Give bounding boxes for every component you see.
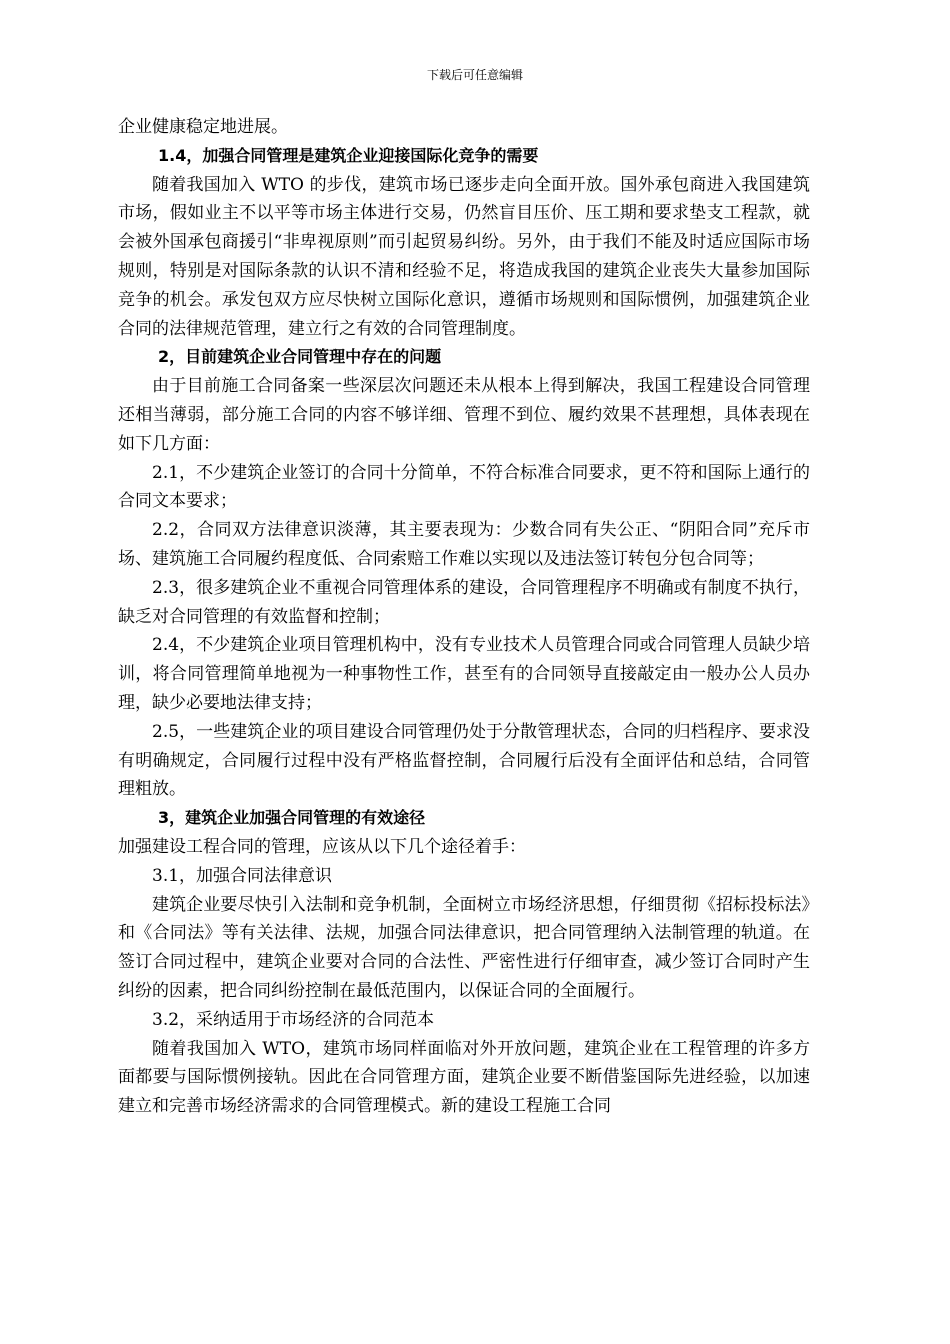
- paragraph: 企业健康稳定地进展。: [118, 117, 288, 137]
- document-body: [118, 113, 810, 1121]
- list-item: 2.4，不少建筑企业项目管理机构中，没有专业技术人员管理合同或合同管理人员缺少培训，将合同管理简单地视为一种事物性工作，甚至有的合同领导直接敲定由一般办公人员办理，缺少必要地法律支持；: [118, 635, 810, 713]
- subsection-heading: 3.2，采纳适用于市场经济的合同范本: [152, 1009, 435, 1030]
- paragraph: 加强建设工程合同的管理，应该从以下几个途径着手：: [118, 836, 526, 857]
- paragraph: 随着我国加入 WTO，建筑市场同样面临对外开放问题，建筑企业在工程管理的许多方面都要与国际惯例接轨。因此在合同管理方面，建筑企业要不断借鉴国际先进经验，以加速建立和完善市场经济需求的合同管理模式。新的建设工程施工合同: [118, 1038, 810, 1117]
- section-heading: 1.4，加强合同管理是建筑企业迎接国际化竞争的需要: [158, 145, 539, 165]
- paragraph: 建筑企业要尽快引入法制和竞争机制，全面树立市场经济思想，仔细贯彻《招标投标法》和《合同法》等有关法律、法规，加强合同法律意识，把合同管理纳入法制管理的轨道。在签订合同过程中，建筑企业要对合同的合法性、严密性进行仔细审查，减少签订合同时产生纠纷的因素，把合同纠纷控制在最低范围内，以保证合同的全面履行。: [118, 894, 810, 1001]
- paragraph: 由于目前施工合同备案一些深层次问题还未从根本上得到解决，我国工程建设合同管理还相当薄弱，部分施工合同的内容不够详细、管理不到位、履约效果不甚理想，具体表现在如下几方面：: [118, 376, 810, 454]
- list-item: 2.3，很多建筑企业不重视合同管理体系的建设，合同管理程序不明确或有制度不执行，缺乏对合同管理的有效监督和控制；: [118, 577, 810, 627]
- section-heading: 2，目前建筑企业合同管理中存在的问题: [158, 347, 442, 367]
- list-item: 2.1，不少建筑企业签订的合同十分简单，不符合标准合同要求，更不符和国际上通行的合同文本要求；: [118, 462, 810, 512]
- list-item: 2.5，一些建筑企业的项目建设合同管理仍处于分散管理状态，合同的归档程序、要求没有明确规定，合同履行过程中没有严格监督控制，合同履行后没有全面评估和总结，合同管理粗放。: [118, 721, 810, 800]
- page-header: 下载后可任意编辑: [426, 68, 523, 82]
- section-heading: 3，建筑企业加强合同管理的有效途径: [158, 808, 426, 828]
- paragraph: 随着我国加入 WTO 的步伐，建筑市场已逐步走向全面开放。国外承包商进入我国建筑市场，假如业主不以平等市场主体进行交易，仍然盲目压价、压工期和要求垫支工程款，就会被外国承包商援引“非卑视原则”而引起贸易纠纷。另外，由于我们不能及时适应国际市场规则，特别是对国际条款的认识不清和经验不足，将造成我国的建筑企业丧失大量参加国际竞争的机会。承发包双方应尽快树立国际化意识，遵循市场规则和国际惯例，加强建筑企业合同的法律规范管理，建立行之有效的合同管理制度。: [118, 174, 810, 339]
- list-item: 2.2，合同双方法律意识淡薄，其主要表现为：少数合同有失公正、“阴阳合同”充斥市场、建筑施工合同履约程度低、合同索赔工作难以实现以及违法签订转包分包合同等；: [118, 520, 810, 569]
- subsection-heading: 3.1，加强合同法律意识: [152, 865, 333, 886]
